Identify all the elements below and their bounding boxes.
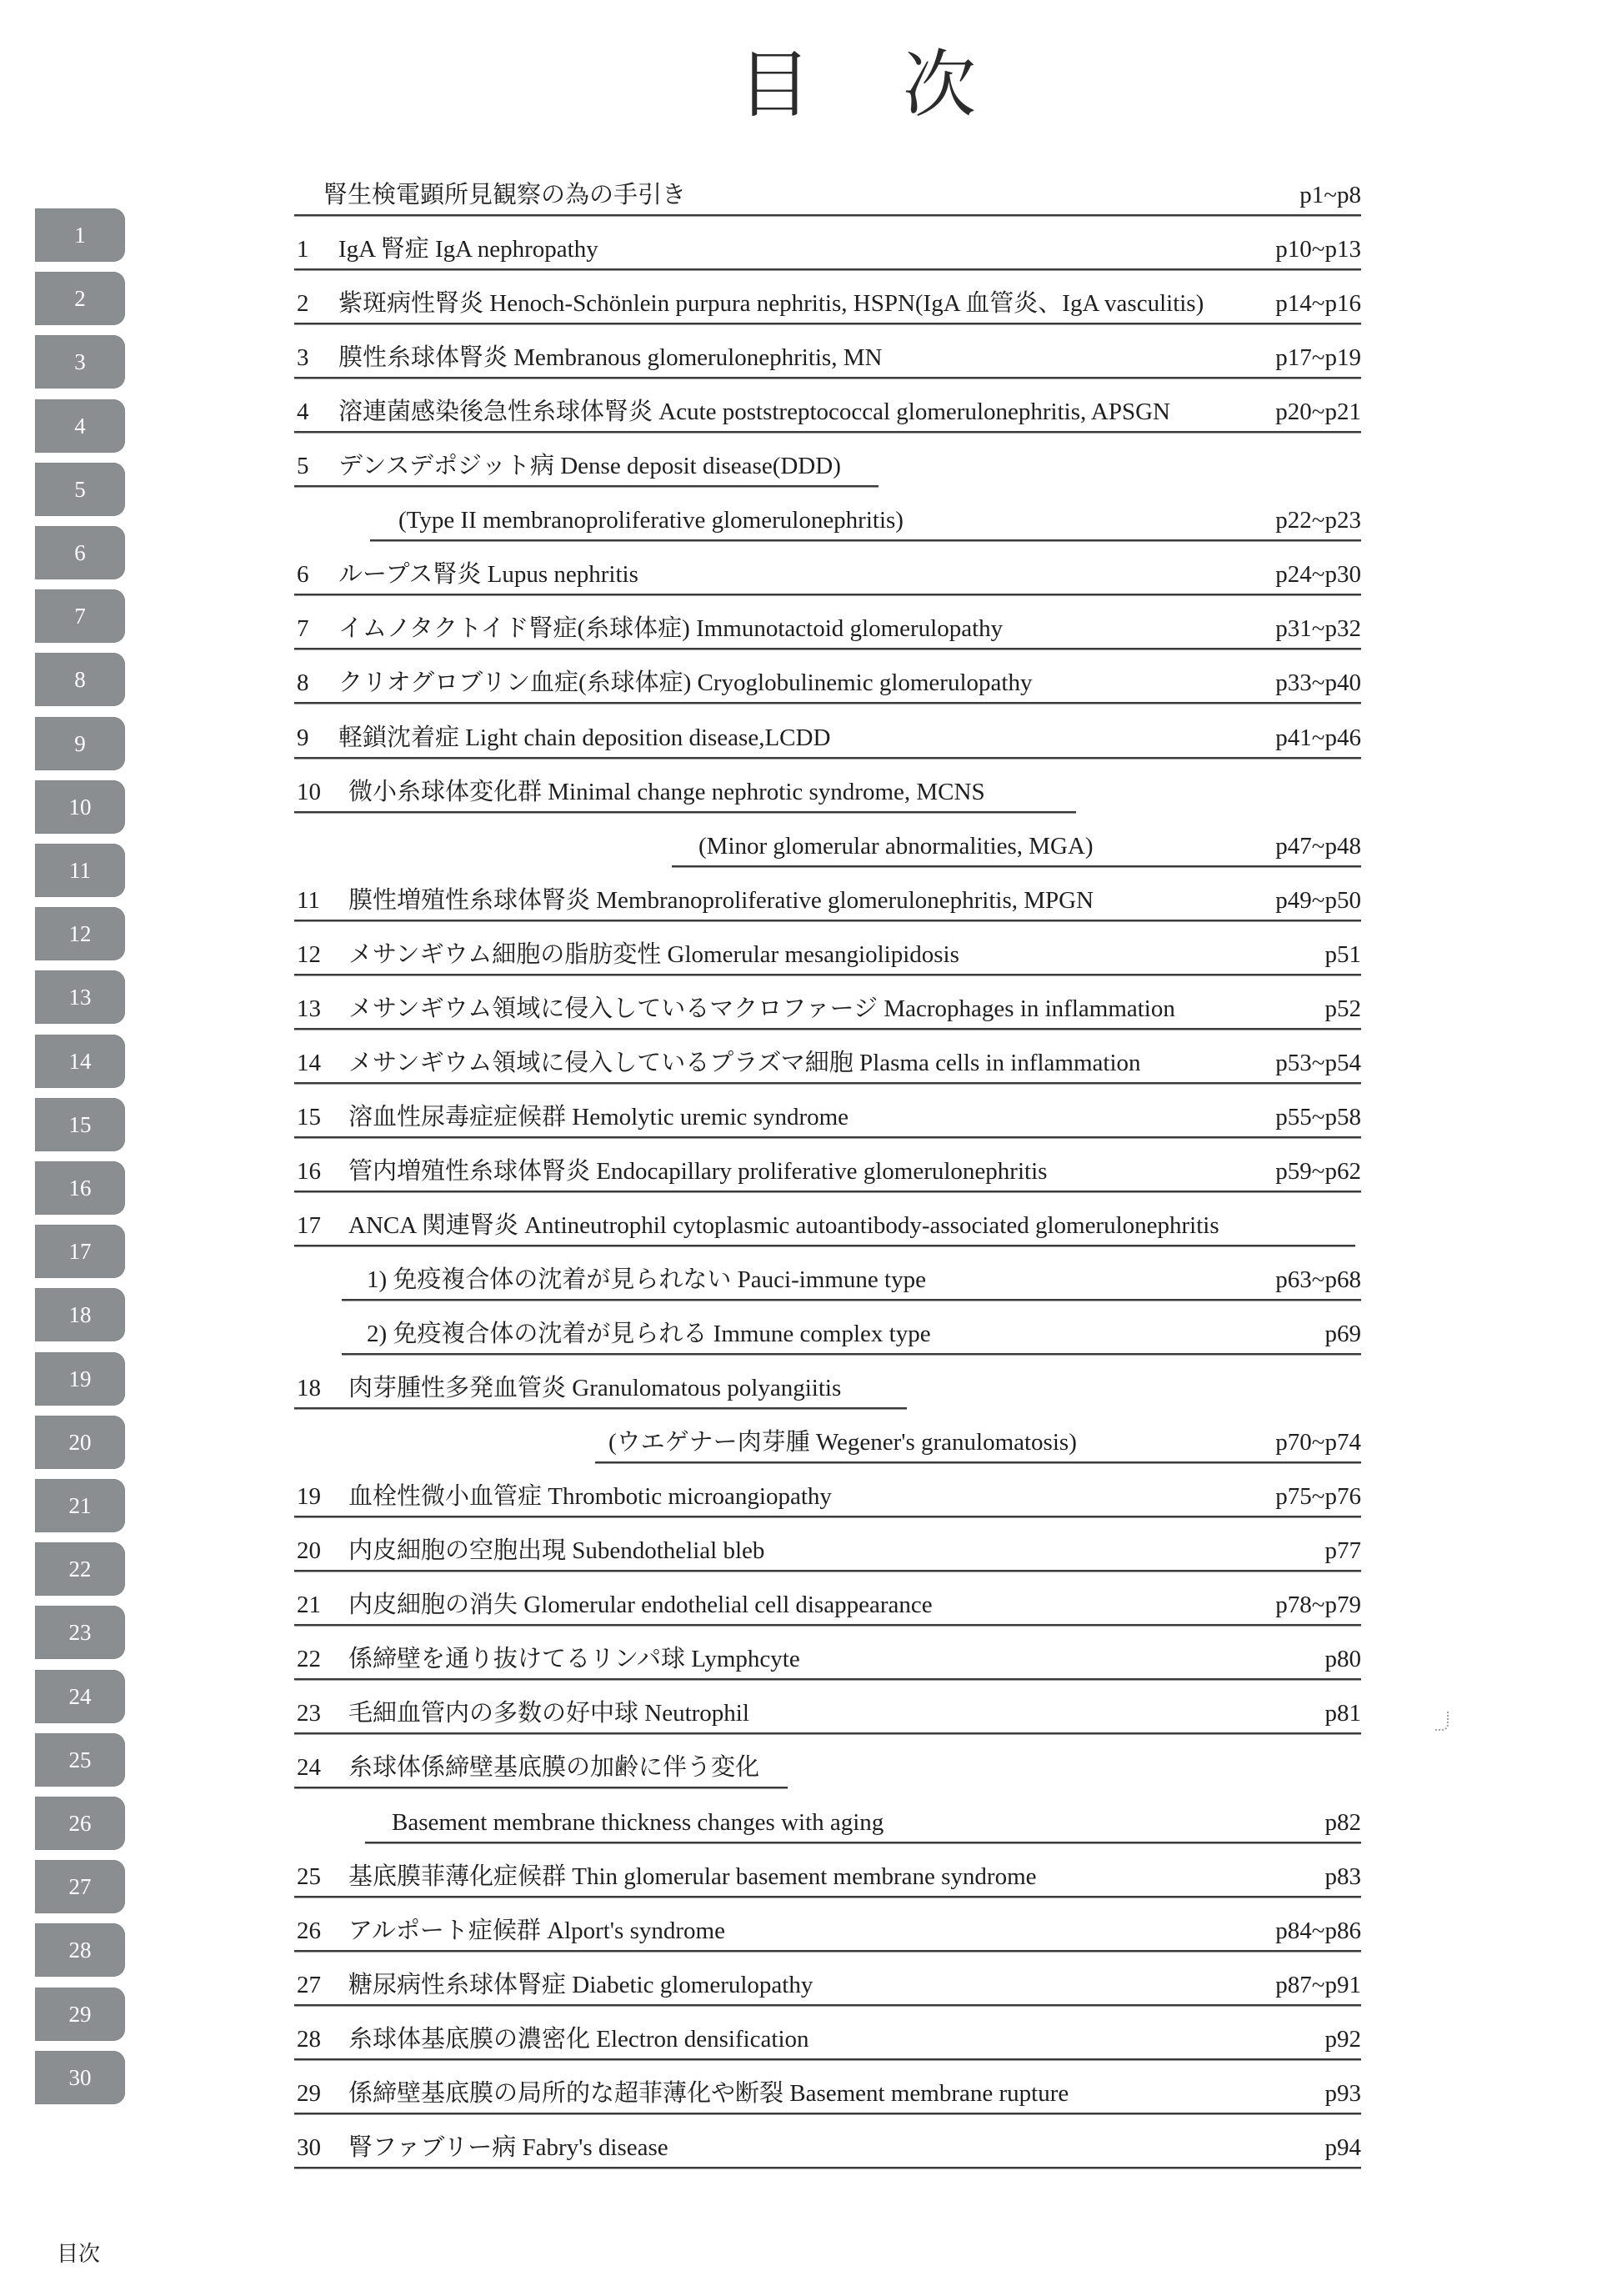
entry-number: 12 [297,941,321,968]
toc-entry[interactable] [0,1042,1622,1084]
entry-title: 糸球体基底膜の濃密化 Electron densification [348,2026,809,2053]
toc-entry[interactable] [0,445,1622,487]
entry-title: メサンギウム細胞の脂肪変性 Glomerular mesangiolipidosis [348,941,959,968]
entry-underline [294,323,1361,324]
entry-number: 23 [297,1700,321,1727]
entry-title: ANCA 関連腎炎 Antineutrophil cytoplasmic autoantibody-associated glomerulonephritis [348,1212,1219,1239]
entry-page-range: p70~p74 [1275,1429,1361,1456]
entry-number: 15 [297,1104,321,1130]
entry-page-range: p87~p91 [1275,1972,1361,1998]
entry-page-range: p84~p86 [1275,1918,1361,1944]
entry-page-range: p47~p48 [1275,833,1361,860]
entry-title: 内皮細胞の消失 Glomerular endothelial cell disappearance [348,1592,933,1618]
entry-underline [294,1245,1355,1246]
toc-entry[interactable] [0,228,1622,270]
section-tab-4[interactable]: 4 [35,399,125,453]
entry-underline [672,865,1361,867]
toc-entry[interactable] [0,1259,1622,1301]
section-tab-22[interactable]: 22 [35,1542,125,1596]
entry-title: 腎生検電顕所見観察の為の手引き [323,182,687,208]
entry-title: 基底膜菲薄化症候群 Thin glomerular basement membrane syndrome [348,1863,1037,1890]
entry-title: メサンギウム領域に侵入しているマクロファージ Macrophages in inflammation [348,995,1175,1022]
entry-title: メサンギウム領域に侵入しているプラズマ細胞 Plasma cells in inflammation [348,1050,1141,1076]
entry-title: 2) 免疫複合体の沈着が見られる Immune complex type [367,1321,931,1347]
section-tab-5[interactable]: 5 [35,463,125,516]
toc-entry[interactable] [0,825,1622,867]
entry-underline [370,539,1361,541]
entry-number: 20 [297,1537,321,1564]
entry-page-range: p49~p50 [1275,887,1361,914]
entry-underline [294,1516,1361,1517]
entry-underline [294,702,1361,704]
entry-underline [294,1407,907,1409]
entry-underline [294,431,1361,433]
section-tab-30[interactable]: 30 [35,2051,125,2104]
entry-page-range: p1~p8 [1299,182,1361,208]
entry-underline [294,594,1361,595]
toc-entry[interactable] [0,1476,1622,1517]
entry-underline [294,1136,1361,1138]
section-tab-15[interactable]: 15 [35,1098,125,1151]
entry-title: Basement membrane thickness changes with aging [392,1809,884,1836]
entry-page-range: p77 [1324,1537,1361,1564]
section-tab-28[interactable]: 28 [35,1923,125,1977]
entry-title: IgA 腎症 IgA nephropathy [338,236,598,263]
entry-page-range: p17~p19 [1275,344,1361,371]
entry-page-range: p55~p58 [1275,1104,1361,1130]
toc-entry[interactable] [0,1096,1622,1138]
section-tab-11[interactable]: 11 [35,844,125,897]
entry-underline [294,2058,1361,2060]
entry-number: 11 [297,887,320,914]
section-tab-1[interactable]: 1 [35,208,125,262]
entry-underline [342,1353,1361,1355]
entry-page-range: p22~p23 [1275,507,1361,534]
entry-title: 肉芽腫性多発血管炎 Granulomatous polyangiitis [348,1375,842,1401]
toc-entry[interactable] [0,1638,1622,1680]
entry-number: 22 [297,1646,321,1672]
entry-page-range: p41~p46 [1275,724,1361,751]
section-tab-17[interactable]: 17 [35,1225,125,1278]
toc-entry[interactable] [0,1802,1622,1843]
entry-page-range: p75~p76 [1275,1483,1361,1510]
section-tab-7[interactable]: 7 [35,589,125,643]
entry-title: (Type II membranoproliferative glomerulonephritis) [398,507,904,534]
section-tab-16[interactable]: 16 [35,1161,125,1215]
section-tab-14[interactable]: 14 [35,1035,125,1088]
entry-number: 21 [297,1592,321,1618]
entry-title: 管内増殖性糸球体腎炎 Endocapillary proliferative glomerulonephritis [348,1158,1048,1185]
entry-title: 微小糸球体変化群 Minimal change nephrotic syndrome, MCNS [348,779,985,805]
section-tab-9[interactable]: 9 [35,717,125,770]
entry-page-range: p92 [1324,2026,1361,2053]
entry-number: 9 [297,724,309,751]
entry-title: 溶血性尿毒症症候群 Hemolytic uremic syndrome [348,1104,849,1130]
entry-underline [294,377,1361,378]
toc-entry[interactable] [0,1584,1622,1626]
scan-artifact [1435,1711,1449,1731]
entry-page-range: p82 [1324,1809,1361,1836]
entry-page-range: p24~p30 [1275,561,1361,588]
section-tab-10[interactable]: 10 [35,780,125,834]
entry-title: (ウエゲナー肉芽腫 Wegener's granulomatosis) [608,1429,1077,1456]
toc-entry[interactable] [0,2127,1622,2168]
entry-page-range: p63~p68 [1275,1266,1361,1293]
entry-title: 紫斑病性腎炎 Henoch-Schönlein purpura nephritis, HSPN(IgA 血管炎、IgA vasculitis) [338,290,1204,317]
toc-entry[interactable] [0,934,1622,975]
entry-number: 10 [297,779,321,805]
entry-title: クリオグロブリン血症(糸球体症) Cryoglobulinemic glomerulopathy [338,669,1033,696]
entry-underline [294,1624,1361,1626]
toc-entry[interactable] [0,608,1622,649]
entry-number: 7 [297,615,309,642]
entry-underline [294,214,1361,216]
entry-title: アルポート症候群 Alport's syndrome [348,1918,725,1944]
toc-entry[interactable] [0,1151,1622,1192]
entry-underline [294,811,1076,813]
entry-page-range: p14~p16 [1275,290,1361,317]
section-tab-2[interactable]: 2 [35,272,125,325]
page-title: 目次 [737,42,1068,128]
entry-page-range: p10~p13 [1275,236,1361,263]
entry-underline [294,2113,1361,2114]
entry-title: デンスデポジット病 Dense deposit disease(DDD) [338,453,841,479]
entry-title: 糖尿病性糸球体腎症 Diabetic glomerulopathy [348,1972,814,1998]
entry-number: 6 [297,561,309,588]
entry-title: 膜性糸球体腎炎 Membranous glomerulonephritis, MN [338,344,883,371]
toc-entry[interactable] [0,1856,1622,1897]
entry-underline [294,485,879,487]
entry-number: 19 [297,1483,321,1510]
entry-page-range: p69 [1324,1321,1361,1347]
toc-entry[interactable] [0,1910,1622,1952]
toc-entry[interactable] [0,2073,1622,2114]
entry-underline [294,1896,1361,1897]
entry-page-range: p59~p62 [1275,1158,1361,1185]
entry-number: 18 [297,1375,321,1401]
entry-number: 4 [297,399,309,425]
entry-underline [294,1950,1361,1952]
entry-title: 膜性増殖性糸球体腎炎 Membranoproliferative glomerulonephritis, MPGN [348,887,1094,914]
entry-number: 5 [297,453,309,479]
toc-entry[interactable] [0,1964,1622,2006]
section-tab-23[interactable]: 23 [35,1606,125,1659]
toc-entry[interactable] [0,771,1622,813]
entry-underline [294,2004,1361,2006]
toc-entry[interactable] [0,1313,1622,1355]
entry-number: 1 [297,236,309,263]
entry-page-range: p31~p32 [1275,615,1361,642]
entry-number: 27 [297,1972,321,1998]
toc-entry[interactable] [0,1530,1622,1572]
entry-number: 24 [297,1754,321,1781]
entry-title: 腎ファブリー病 Fabry's disease [348,2134,668,2161]
entry-underline [342,1299,1361,1301]
entry-page-range: p93 [1324,2080,1361,2107]
entry-number: 30 [297,2134,321,2161]
toc-entry[interactable] [0,391,1622,433]
entry-number: 16 [297,1158,321,1185]
entry-title: 糸球体係締壁基底膜の加齢に伴う変化 [348,1754,760,1781]
toc-entry[interactable] [0,1421,1622,1463]
toc-entry[interactable] [0,1692,1622,1734]
entry-number: 29 [297,2080,321,2107]
section-tab-18[interactable]: 18 [35,1288,125,1341]
entry-page-range: p51 [1324,941,1361,968]
entry-title: イムノタクトイド腎症(糸球体症) Immunotactoid glomerulopathy [338,615,1004,642]
entry-underline [294,648,1361,649]
toc-entry[interactable] [0,717,1622,759]
entry-number: 8 [297,669,309,696]
toc-entry[interactable] [0,1747,1622,1788]
entry-number: 17 [297,1212,321,1239]
entry-number: 2 [297,290,309,317]
entry-title: 係締壁基底膜の局所的な超菲薄化や断裂 Basement membrane rupture [348,2080,1069,2107]
entry-page-range: p33~p40 [1275,669,1361,696]
toc-entry[interactable] [0,337,1622,378]
section-tab-21[interactable]: 21 [35,1479,125,1532]
entry-page-range: p94 [1324,2134,1361,2161]
toc-entry[interactable] [0,499,1622,541]
entry-underline [294,268,1361,270]
entry-title: 係締壁を通り抜けてるリンパ球 Lymphcyte [348,1646,800,1672]
entry-page-range: p52 [1324,995,1361,1022]
section-tab-20[interactable]: 20 [35,1416,125,1469]
entry-number: 26 [297,1918,321,1944]
entry-title: 1) 免疫複合体の沈着が見られない Pauci-immune type [367,1266,926,1293]
section-tab-6[interactable]: 6 [35,526,125,579]
entry-title: 血栓性微小血管症 Thrombotic microangiopathy [348,1483,832,1510]
toc-entry[interactable] [0,1205,1622,1246]
entry-number: 25 [297,1863,321,1890]
section-tab-13[interactable]: 13 [35,970,125,1024]
entry-underline [294,1028,1361,1030]
entry-page-range: p83 [1324,1863,1361,1890]
entry-number: 3 [297,344,309,371]
entry-underline [294,1732,1361,1734]
entry-underline [294,920,1361,921]
entry-underline [294,974,1361,975]
entry-title: 毛細血管内の多数の好中球 Neutrophil [348,1700,749,1727]
entry-title: 軽鎖沈着症 Light chain deposition disease,LCDD [338,724,831,751]
toc-entry[interactable] [0,2018,1622,2060]
entry-title: ループス腎炎 Lupus nephritis [338,561,638,588]
entry-page-range: p78~p79 [1275,1592,1361,1618]
toc-entry[interactable] [0,174,1622,216]
entry-page-range: p53~p54 [1275,1050,1361,1076]
entry-underline [365,1842,1361,1843]
toc-entry[interactable] [0,554,1622,595]
entry-underline [595,1461,1361,1463]
entry-underline [294,1787,788,1788]
entry-number: 28 [297,2026,321,2053]
entry-number: 14 [297,1050,321,1076]
section-tab-8[interactable]: 8 [35,653,125,706]
entry-underline [294,1082,1361,1084]
section-tab-26[interactable]: 26 [35,1797,125,1850]
page-footer-label: 目次 [57,2242,101,2266]
section-tab-24[interactable]: 24 [35,1670,125,1723]
section-tab-3[interactable]: 3 [35,335,125,389]
entry-page-range: p20~p21 [1275,399,1361,425]
entry-underline [294,1191,1361,1192]
section-tab-27[interactable]: 27 [35,1860,125,1913]
toc-entry[interactable] [0,1367,1622,1409]
entry-title: 内皮細胞の空胞出現 Subendothelial bleb [348,1537,765,1564]
section-tab-19[interactable]: 19 [35,1352,125,1406]
toc-entry[interactable] [0,988,1622,1030]
section-tab-29[interactable]: 29 [35,1988,125,2041]
section-tab-12[interactable]: 12 [35,907,125,960]
entry-underline [294,1570,1361,1572]
toc-entry[interactable] [0,662,1622,704]
entry-page-range: p81 [1324,1700,1361,1727]
entry-page-range: p80 [1324,1646,1361,1672]
entry-underline [294,757,1361,759]
entry-underline [294,2167,1361,2168]
entry-title: 溶連菌感染後急性糸球体腎炎 Acute poststreptococcal glomerulonephritis, APSGN [338,399,1170,425]
entry-number: 13 [297,995,321,1022]
section-tab-25[interactable]: 25 [35,1733,125,1787]
entry-underline [294,1678,1361,1680]
toc-entry[interactable] [0,283,1622,324]
toc-entry[interactable] [0,880,1622,921]
entry-title: (Minor glomerular abnormalities, MGA) [698,833,1094,860]
